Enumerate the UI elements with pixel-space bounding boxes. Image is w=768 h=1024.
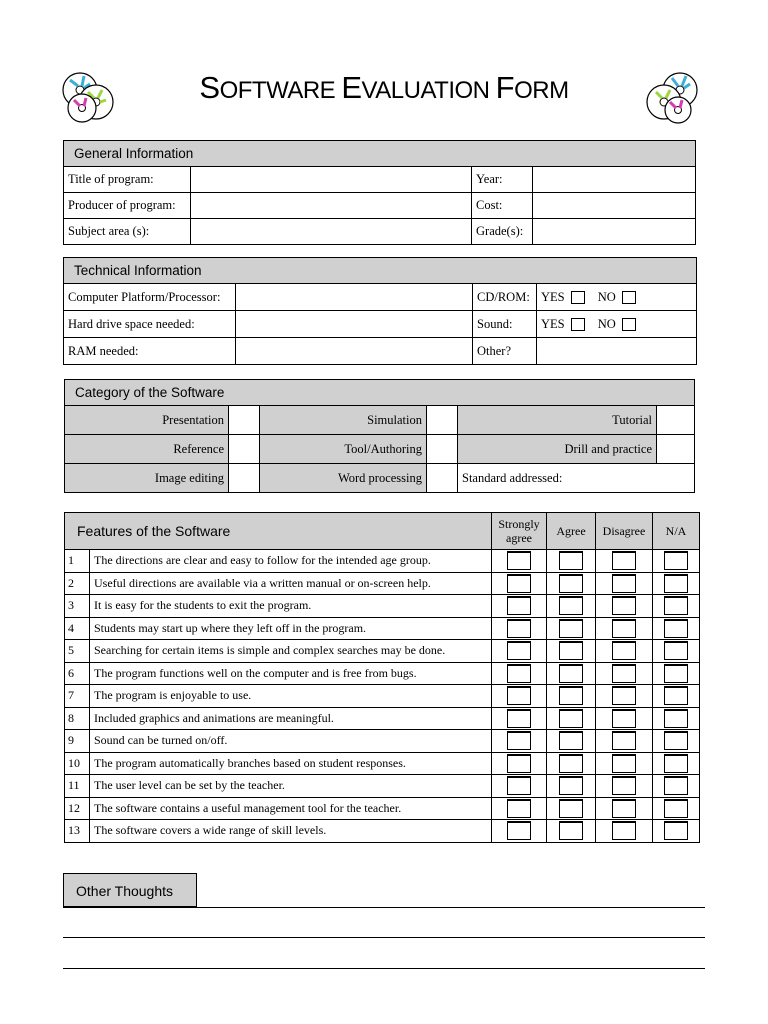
field-label: Year: — [472, 167, 533, 193]
disagree-checkbox[interactable] — [612, 799, 636, 818]
sound-options — [537, 311, 697, 338]
disagree-cell — [596, 820, 653, 843]
word-processing-checkbox[interactable] — [427, 464, 458, 493]
feature-statement: The program automatically branches based on student responses. — [90, 752, 492, 775]
disagree-cell — [596, 685, 653, 708]
field-label: RAM needed: — [64, 338, 236, 365]
features-table — [64, 512, 700, 843]
strongly-agree-cell — [492, 595, 547, 618]
disagree-cell — [596, 662, 653, 685]
column-header: Agree — [547, 513, 596, 550]
na-checkbox[interactable] — [664, 574, 688, 593]
writing-line[interactable] — [63, 937, 705, 938]
tutorial-checkbox[interactable] — [657, 406, 695, 435]
na-cell — [653, 820, 700, 843]
strongly-agree-checkbox[interactable] — [507, 574, 531, 593]
agree-checkbox[interactable] — [559, 664, 583, 683]
na-cell — [653, 595, 700, 618]
item-number: 10 — [65, 752, 90, 775]
strongly-agree-checkbox[interactable] — [507, 664, 531, 683]
disagree-cell — [596, 617, 653, 640]
table-row — [65, 685, 700, 708]
na-checkbox[interactable] — [664, 799, 688, 818]
feature-statement: The user level can be set by the teacher. — [90, 775, 492, 798]
agree-cell — [547, 752, 596, 775]
strongly-agree-checkbox[interactable] — [507, 686, 531, 705]
category-label: Simulation — [260, 406, 427, 435]
agree-cell — [547, 797, 596, 820]
table-row — [65, 707, 700, 730]
category-label: Tutorial — [458, 406, 657, 435]
subject-area-input[interactable] — [191, 219, 472, 245]
feature-statement: Included graphics and animations are meaningful. — [90, 707, 492, 730]
agree-cell — [547, 775, 596, 798]
item-number: 11 — [65, 775, 90, 798]
disagree-checkbox[interactable] — [612, 754, 636, 773]
year-input[interactable] — [533, 167, 696, 193]
item-number: 8 — [65, 707, 90, 730]
agree-checkbox[interactable] — [559, 709, 583, 728]
agree-checkbox[interactable] — [559, 619, 583, 638]
agree-checkbox[interactable] — [559, 776, 583, 795]
disagree-cell — [596, 572, 653, 595]
item-number: 13 — [65, 820, 90, 843]
strongly-agree-checkbox[interactable] — [507, 551, 531, 570]
feature-statement: Sound can be turned on/off. — [90, 730, 492, 753]
disagree-cell — [596, 775, 653, 798]
disagree-checkbox[interactable] — [612, 596, 636, 615]
section-heading: Category of the Software — [65, 380, 695, 406]
simulation-checkbox[interactable] — [427, 406, 458, 435]
na-checkbox[interactable] — [664, 551, 688, 570]
disagree-cell — [596, 707, 653, 730]
agree-checkbox[interactable] — [559, 574, 583, 593]
producer-input[interactable] — [191, 193, 472, 219]
table-row — [65, 617, 700, 640]
strongly-agree-cell — [492, 572, 547, 595]
item-number: 5 — [65, 640, 90, 663]
strongly-agree-checkbox[interactable] — [507, 776, 531, 795]
na-checkbox[interactable] — [664, 821, 688, 840]
na-cell — [653, 662, 700, 685]
item-number: 7 — [65, 685, 90, 708]
feature-statement: Useful directions are available via a written manual or on-screen help. — [90, 572, 492, 595]
agree-cell — [547, 707, 596, 730]
category-table — [64, 379, 695, 493]
strongly-agree-cell — [492, 662, 547, 685]
platform-input[interactable] — [236, 284, 473, 311]
field-label: Grade(s): — [472, 219, 533, 245]
disagree-checkbox[interactable] — [612, 731, 636, 750]
feature-statement: The software contains a useful management tool for the teacher. — [90, 797, 492, 820]
strongly-agree-cell — [492, 797, 547, 820]
table-row — [65, 662, 700, 685]
strongly-agree-cell — [492, 640, 547, 663]
standard-addressed-field[interactable]: Standard addressed: — [458, 464, 695, 493]
na-cell — [653, 797, 700, 820]
item-number: 9 — [65, 730, 90, 753]
na-checkbox[interactable] — [664, 776, 688, 795]
agree-cell — [547, 640, 596, 663]
feature-statement: The program is enjoyable to use. — [90, 685, 492, 708]
strongly-agree-checkbox[interactable] — [507, 709, 531, 728]
disagree-cell — [596, 797, 653, 820]
hard-drive-input[interactable] — [236, 311, 473, 338]
reference-checkbox[interactable] — [229, 435, 260, 464]
na-checkbox[interactable] — [664, 754, 688, 773]
writing-line[interactable] — [63, 968, 705, 969]
cdrom-no-checkbox[interactable] — [622, 291, 636, 304]
agree-checkbox[interactable] — [559, 731, 583, 750]
disagree-cell — [596, 595, 653, 618]
writing-line[interactable] — [63, 907, 705, 908]
title-of-program-input[interactable] — [191, 167, 472, 193]
table-row — [65, 820, 700, 843]
field-label: Sound: — [473, 311, 537, 338]
na-checkbox[interactable] — [664, 731, 688, 750]
section-heading: General Information — [64, 141, 696, 167]
agree-checkbox[interactable] — [559, 754, 583, 773]
disagree-cell — [596, 640, 653, 663]
strongly-agree-cell — [492, 685, 547, 708]
strongly-agree-cell — [492, 617, 547, 640]
no-label: NO — [597, 316, 616, 331]
disagree-cell — [596, 752, 653, 775]
presentation-checkbox[interactable] — [229, 406, 260, 435]
na-checkbox[interactable] — [664, 596, 688, 615]
table-row — [65, 595, 700, 618]
na-cell — [653, 550, 700, 573]
item-number: 6 — [65, 662, 90, 685]
na-checkbox[interactable] — [664, 619, 688, 638]
item-number: 1 — [65, 550, 90, 573]
agree-cell — [547, 617, 596, 640]
disagree-checkbox[interactable] — [612, 686, 636, 705]
table-row — [65, 797, 700, 820]
disagree-checkbox[interactable] — [612, 574, 636, 593]
table-row — [65, 640, 700, 663]
field-label: Hard drive space needed: — [64, 311, 236, 338]
drill-practice-checkbox[interactable] — [657, 435, 695, 464]
item-number: 4 — [65, 617, 90, 640]
disagree-cell — [596, 730, 653, 753]
technical-information-table — [63, 257, 697, 365]
strongly-agree-cell — [492, 730, 547, 753]
category-label: Image editing — [65, 464, 229, 493]
disagree-checkbox[interactable] — [612, 641, 636, 660]
disagree-checkbox[interactable] — [612, 619, 636, 638]
yes-label: YES — [541, 316, 565, 331]
category-label: Word processing — [260, 464, 427, 493]
disagree-checkbox[interactable] — [612, 664, 636, 683]
section-heading: Features of the Software — [65, 513, 492, 550]
ram-input[interactable] — [236, 338, 473, 365]
strongly-agree-cell — [492, 775, 547, 798]
strongly-agree-checkbox[interactable] — [507, 731, 531, 750]
general-information-table — [63, 140, 696, 245]
na-checkbox[interactable] — [664, 664, 688, 683]
no-label: NO — [597, 289, 616, 304]
section-heading: Technical Information — [64, 258, 697, 284]
agree-checkbox[interactable] — [559, 799, 583, 818]
cost-input[interactable] — [533, 193, 696, 219]
column-header: Strongly agree — [492, 513, 547, 550]
agree-cell — [547, 550, 596, 573]
na-cell — [653, 617, 700, 640]
feature-statement: The directions are clear and easy to follow for the intended age group. — [90, 550, 492, 573]
feature-statement: Searching for certain items is simple and complex searches may be done. — [90, 640, 492, 663]
cdrom-options — [537, 284, 697, 311]
na-cell — [653, 730, 700, 753]
sound-yes-checkbox[interactable] — [571, 318, 585, 331]
agree-checkbox[interactable] — [559, 641, 583, 660]
na-cell — [653, 752, 700, 775]
sound-no-checkbox[interactable] — [622, 318, 636, 331]
category-label: Presentation — [65, 406, 229, 435]
table-row — [65, 572, 700, 595]
field-label: Title of program: — [64, 167, 191, 193]
strongly-agree-cell — [492, 550, 547, 573]
field-label: CD/ROM: — [473, 284, 537, 311]
na-cell — [653, 572, 700, 595]
na-cell — [653, 685, 700, 708]
field-label: Subject area (s): — [64, 219, 191, 245]
item-number: 3 — [65, 595, 90, 618]
strongly-agree-checkbox[interactable] — [507, 596, 531, 615]
disagree-cell — [596, 550, 653, 573]
disagree-checkbox[interactable] — [612, 709, 636, 728]
column-header: Disagree — [596, 513, 653, 550]
na-checkbox[interactable] — [664, 686, 688, 705]
agree-cell — [547, 730, 596, 753]
category-label: Tool/Authoring — [260, 435, 427, 464]
category-label: Reference — [65, 435, 229, 464]
image-editing-checkbox[interactable] — [229, 464, 260, 493]
item-number: 2 — [65, 572, 90, 595]
field-label: Producer of program: — [64, 193, 191, 219]
na-checkbox[interactable] — [664, 641, 688, 660]
strongly-agree-cell — [492, 752, 547, 775]
agree-cell — [547, 595, 596, 618]
na-cell — [653, 707, 700, 730]
strongly-agree-cell — [492, 707, 547, 730]
strongly-agree-cell — [492, 820, 547, 843]
other-thoughts-heading: Other Thoughts — [63, 873, 197, 907]
grades-input[interactable] — [533, 219, 696, 245]
category-label: Drill and practice — [458, 435, 657, 464]
cdrom-yes-checkbox[interactable] — [571, 291, 585, 304]
disagree-checkbox[interactable] — [612, 551, 636, 570]
strongly-agree-checkbox[interactable] — [507, 799, 531, 818]
table-row — [65, 775, 700, 798]
strongly-agree-checkbox[interactable] — [507, 754, 531, 773]
field-label: Cost: — [472, 193, 533, 219]
table-row — [65, 752, 700, 775]
disagree-checkbox[interactable] — [612, 821, 636, 840]
agree-cell — [547, 572, 596, 595]
agree-cell — [547, 662, 596, 685]
strongly-agree-checkbox[interactable] — [507, 641, 531, 660]
feature-statement: The program functions well on the computer and is free from bugs. — [90, 662, 492, 685]
agree-checkbox[interactable] — [559, 551, 583, 570]
other-input[interactable] — [537, 338, 697, 365]
feature-statement: The software covers a wide range of skill levels. — [90, 820, 492, 843]
na-cell — [653, 640, 700, 663]
agree-checkbox[interactable] — [559, 596, 583, 615]
item-number: 12 — [65, 797, 90, 820]
na-cell — [653, 775, 700, 798]
feature-statement: Students may start up where they left off in the program. — [90, 617, 492, 640]
column-header: N/A — [653, 513, 700, 550]
agree-checkbox[interactable] — [559, 686, 583, 705]
strongly-agree-checkbox[interactable] — [507, 619, 531, 638]
tool-authoring-checkbox[interactable] — [427, 435, 458, 464]
strongly-agree-checkbox[interactable] — [507, 821, 531, 840]
page-title: SOFTWARE EVALUATION FORM — [199, 70, 569, 105]
agree-cell — [547, 685, 596, 708]
yes-label: YES — [541, 289, 565, 304]
field-label: Computer Platform/Processor: — [64, 284, 236, 311]
table-row — [65, 730, 700, 753]
na-checkbox[interactable] — [664, 709, 688, 728]
agree-checkbox[interactable] — [559, 821, 583, 840]
table-row — [65, 550, 700, 573]
field-label: Other? — [473, 338, 537, 365]
feature-statement: It is easy for the students to exit the program. — [90, 595, 492, 618]
disagree-checkbox[interactable] — [612, 776, 636, 795]
agree-cell — [547, 820, 596, 843]
